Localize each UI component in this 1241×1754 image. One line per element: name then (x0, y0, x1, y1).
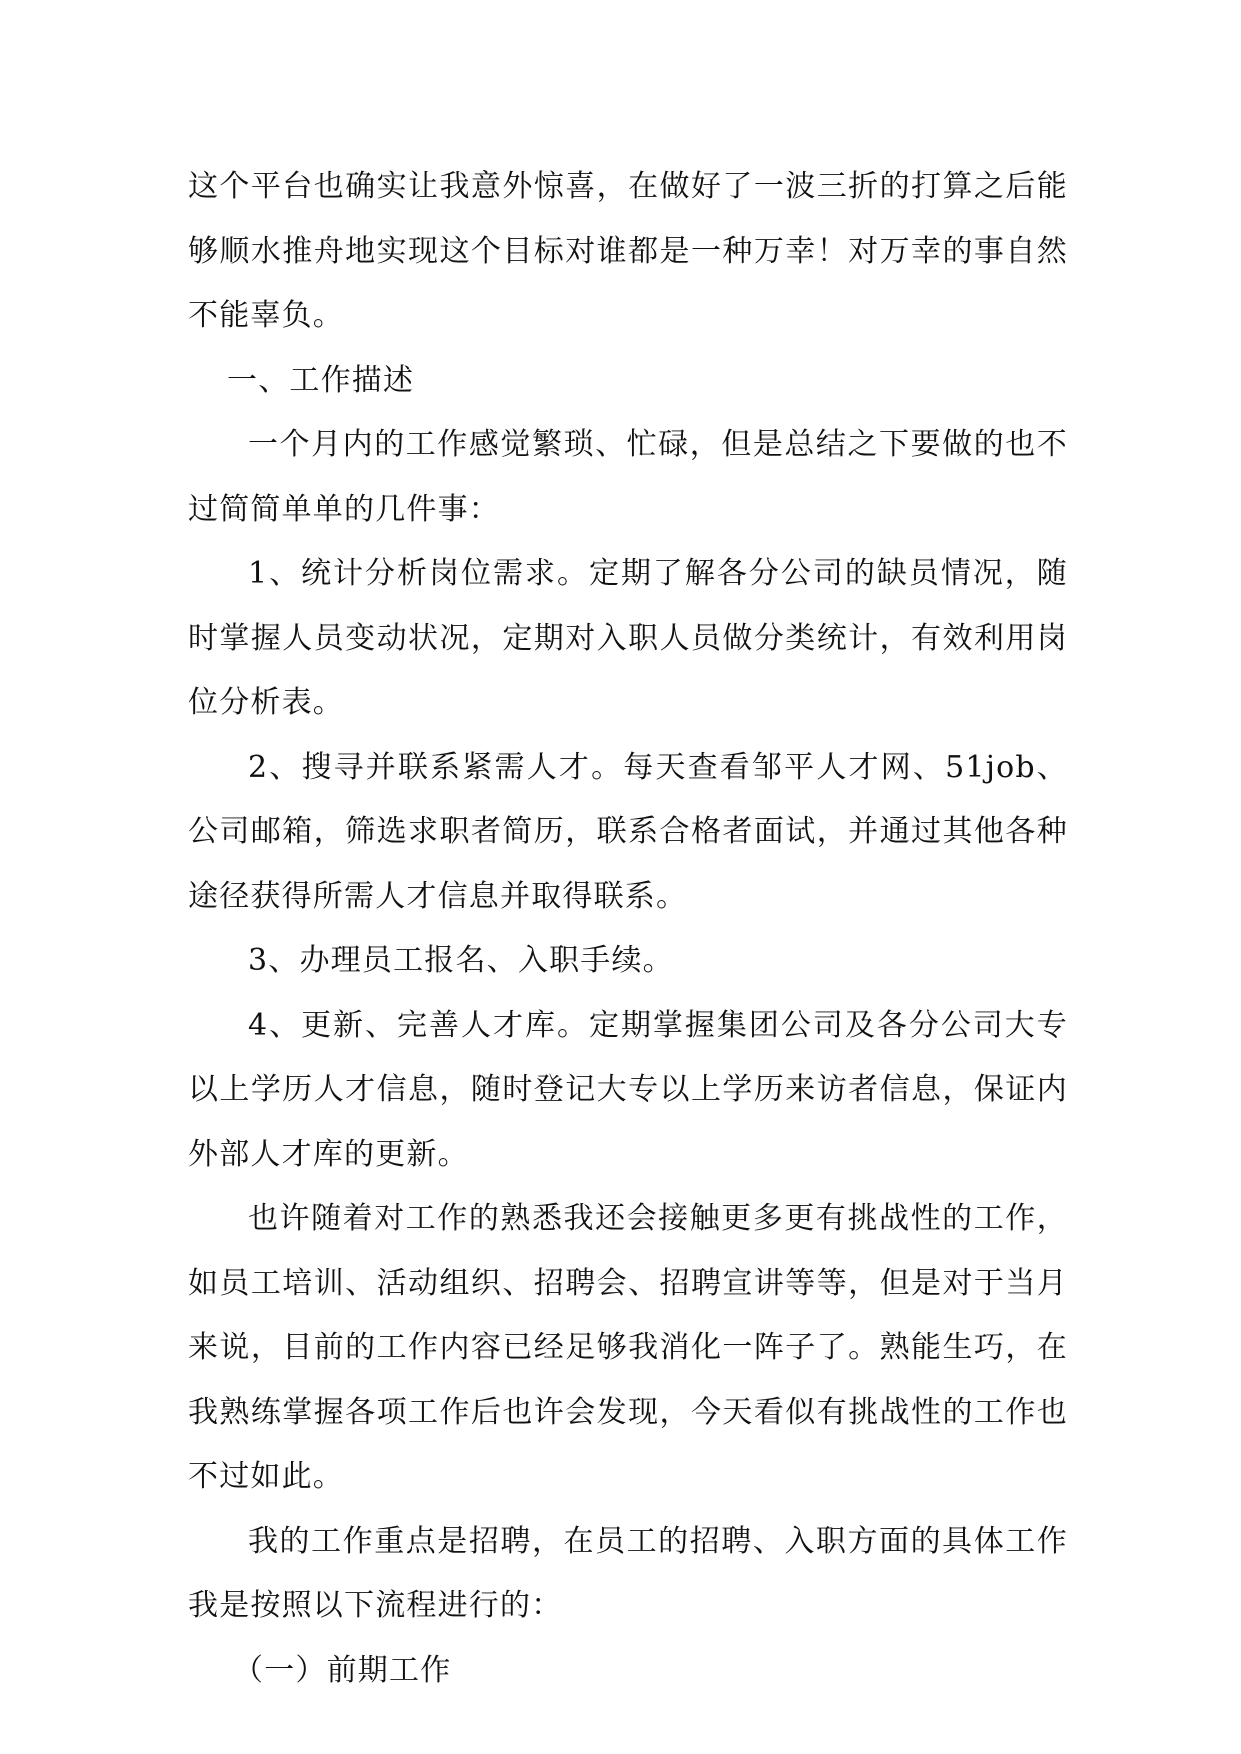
task-item-1: 1、统计分析岗位需求。定期了解各分公司的缺员情况，随时掌握人员变动状况，定期对入职人员做分类统计，有效利用岗位分析表。 (188, 556, 1068, 720)
section-heading-work-description: 一、工作描述 (227, 362, 415, 398)
intro-paragraph: 这个平台也确实让我意外惊喜，在做好了一波三折的打算之后能够顺水推舟地实现这个目标对谁都是一种万幸！对万幸的事自然不能辜负。 (188, 169, 1068, 333)
outlook-paragraph: 也许随着对工作的熟悉我还会接触更多更有挑战性的工作，如员工培训、活动组织、招聘会、招聘宣讲等等，但是对于当月来说，目前的工作内容已经足够我消化一阵子了。熟能生巧，在我熟练掌握各项工作后也许会发现，今天看似有挑战性的工作也不过如此。 (188, 1201, 1068, 1494)
subsection-heading-preliminary-work: （一）前期工作 (233, 1652, 452, 1688)
task-item-2: 2、搜寻并联系紧需人才。每天查看邹平人才网、51job、公司邮箱，筛选求职者简历，联系合格者面试，并通过其他各种途径获得所需人才信息并取得联系。 (188, 749, 1068, 914)
document-body (188, 155, 1068, 1703)
task-item-3: 3、办理员工报名、入职手续。 (248, 943, 674, 978)
work-summary-paragraph: 一个月内的工作感觉繁琐、忙碌，但是总结之下要做的也不过简简单单的几件事： (188, 427, 1068, 527)
recruitment-focus-paragraph: 我的工作重点是招聘，在员工的招聘、入职方面的具体工作我是按照以下流程进行的： (188, 1523, 1068, 1623)
task-item-4: 4、更新、完善人才库。定期掌握集团公司及各分公司大专以上学历人才信息，随时登记大专以上学历来访者信息，保证内外部人才库的更新。 (188, 1007, 1068, 1172)
